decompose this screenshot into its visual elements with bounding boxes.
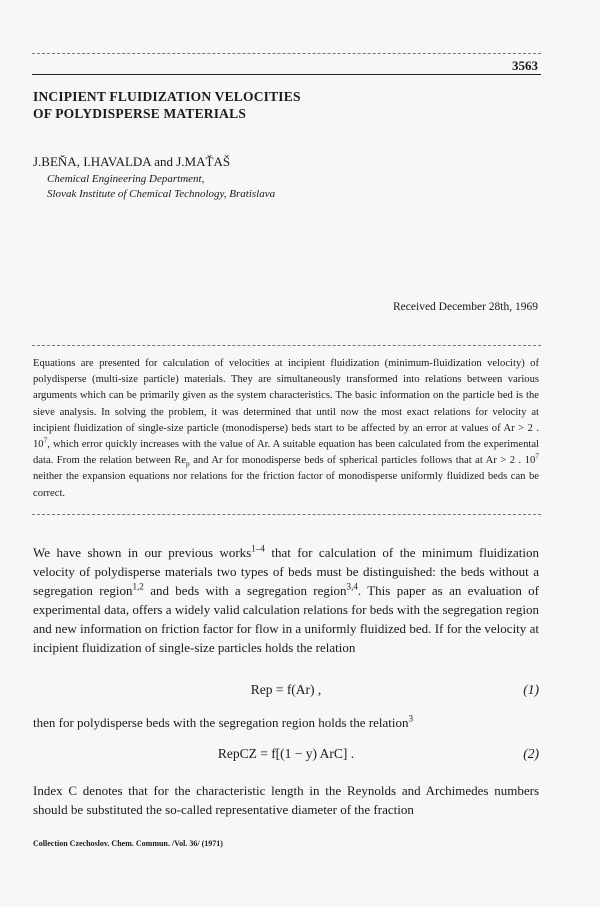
reference-3: 3 [408, 713, 414, 724]
journal-footer: Collection Czechoslov. Chem. Commun. /Vol. 36/ (1971) [33, 839, 223, 848]
body-paragraph-1 [33, 543, 539, 658]
body-paragraph-2 [33, 713, 539, 732]
title-line-1: INCIPIENT FLUIDIZATION VELOCITIES [33, 89, 301, 104]
equation-2-number: (2) [523, 746, 539, 761]
abstract-bottom-rule [32, 514, 541, 515]
authors: J.BEŇA, I.HAVALDA and J.MAŤAŠ [33, 154, 231, 169]
header-dashed-rule [32, 53, 541, 54]
affiliation-department: Chemical Engineering Department, [47, 173, 205, 185]
received-date: Received December 28th, 1969 [393, 301, 538, 313]
affiliation-institute: Slovak Institute of Chemical Technology, Bratislava [47, 188, 276, 200]
equation-1-number: (1) [523, 682, 539, 697]
equation-1-formula: Rep = f(Ar) , [250, 682, 322, 697]
abstract [33, 356, 539, 502]
header-solid-rule [32, 74, 541, 75]
reference-1-2: 1,2 [132, 581, 144, 592]
reference-1-4: 1–4 [251, 543, 265, 554]
abstract-text-2: , which error quickly increases with the value of Ar. A suitable equation has been calculated from the experimental data. From the relation between Re [33, 439, 539, 467]
abstract-exponent-1: 7 [43, 435, 48, 445]
abstract-text-4: neither the expansion equations nor relations for the friction factor of monodisperse uniformly fluidized beds can be correct. [33, 471, 539, 499]
page-number: 3563 [512, 58, 538, 73]
reference-3-4: 3,4 [346, 581, 358, 592]
abstract-top-rule [32, 345, 541, 346]
body-paragraph-3: Index C denotes that for the characteristic length in the Reynolds and Archimedes numbers should be substituted the so-called representative diameter of the fraction [33, 783, 539, 817]
abstract-text-3: and Ar for monodisperse beds of spherical particles follows that at Ar > 2 . 10 [189, 455, 536, 467]
body-text-1a: We have shown in our previous works [33, 545, 252, 560]
article-title [33, 88, 513, 122]
body-text-1d: . This paper as an evaluation of experimental data, offers a widely valid calculation relations for beds with the segregation region and new information on friction factor for flow in a uniformly fluidized bed. If for the velocity at incipient fluidization of single-size particles holds the relation [33, 583, 539, 656]
abstract-text-1: Equations are presented for calculation of velocities at incipient fluidization (minimum-fluidization velocity) of polydisperse (multi-size particle) materials. They are simultaneously transformed into relations between various arguments which can be primarily given as the system characteristics. The basic information on the particle bed is the sieve analysis. In solving the problem, it was determined that until now the most exact relations for velocity at incipient fluidization of single-size particle (monodisperse) beds start to be affected by an error at values of Ar > 2 . 10 [33, 358, 539, 451]
equation-2 [33, 746, 539, 766]
equation-1 [33, 682, 539, 702]
body-text-2: then for polydisperse beds with the segregation region holds the relation [33, 715, 409, 730]
abstract-subscript: p [186, 459, 190, 469]
abstract-exponent-2: 7 [535, 451, 539, 461]
title-line-2: OF POLYDISPERSE MATERIALS [33, 106, 247, 121]
equation-2-formula: RepCZ = f[(1 − y) ArC] . [217, 746, 355, 761]
body-text-1c: and beds with a segregation region [143, 583, 347, 599]
body-text-1b: that for calculation of the minimum fluidization velocity of polydisperse materials two types of beds must be distinguished: the beds without a segregation region [33, 545, 539, 599]
